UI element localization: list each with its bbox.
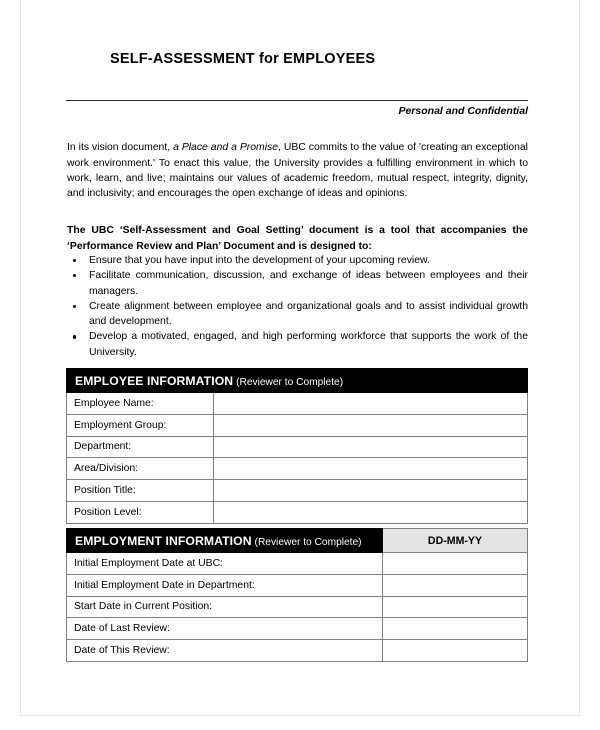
intro-text-part2: , UBC commits to the value of 'creating an exceptional work environment.' To enact this value, the University provides a fulfilling environment in which to work, learn, and live; maintains our values of academic freedom, mutual respect, integrity, dignity, and inclusivity; and encourages the open exchange of ideas and opinions.	[67, 142, 528, 199]
table-row	[67, 618, 528, 640]
confidentiality-note: Personal and Confidential	[398, 105, 528, 117]
initial-employment-date-ubc-label: Initial Employment Date at UBC:	[67, 553, 383, 575]
employee-name-label: Employee Name:	[67, 393, 214, 415]
table-row	[67, 458, 528, 480]
area-division-field[interactable]	[214, 458, 528, 480]
employee-name-field[interactable]	[214, 393, 528, 415]
list-item: Facilitate communication, discussion, and exchange of ideas between employees and their managers.	[67, 268, 528, 299]
table-row	[67, 553, 528, 575]
list-item: Develop a motivated, engaged, and high performing workforce that supports the work of the University.	[67, 329, 528, 360]
employment-information-header-title: EMPLOYMENT INFORMATION	[75, 533, 252, 548]
department-field[interactable]	[214, 436, 528, 458]
header-divider-rule	[66, 100, 528, 101]
purposes-list	[67, 253, 528, 360]
position-level-field[interactable]	[214, 501, 528, 523]
employment-information-header-note: (Reviewer to Complete)	[254, 536, 362, 548]
table-row	[67, 414, 528, 436]
vision-document-title: a Place and a Promise	[173, 142, 278, 154]
employee-information-header-note: (Reviewer to Complete)	[236, 376, 344, 388]
date-of-last-review-field[interactable]	[383, 618, 528, 640]
date-of-this-review-field[interactable]	[383, 640, 528, 662]
department-label: Department:	[67, 436, 214, 458]
table-row	[67, 501, 528, 523]
date-column-header: DD-MM-YY	[383, 529, 528, 553]
start-date-current-position-label: Start Date in Current Position:	[67, 596, 383, 618]
intro-paragraph	[67, 140, 528, 201]
list-item: Create alignment between employee and organizational goals and to assist individual growth and development.	[67, 299, 528, 330]
employee-information-header-title: EMPLOYEE INFORMATION	[75, 373, 234, 388]
table-row	[67, 436, 528, 458]
list-item: Ensure that you have input into the development of your upcoming review.	[67, 253, 528, 268]
lead-statement: The UBC ‘Self-Assessment and Goal Setting’ document is a tool that accompanies the ‘Performance Review and Plan’ Document and is designed to:	[67, 225, 528, 252]
employee-information-table	[66, 368, 528, 524]
area-division-label: Area/Division:	[67, 458, 214, 480]
employment-information-header	[67, 529, 383, 553]
table-row	[67, 640, 528, 662]
page-title: SELF-ASSESSMENT for EMPLOYEES	[110, 51, 376, 67]
position-level-label: Position Level:	[67, 501, 214, 523]
employment-group-label: Employment Group:	[67, 414, 214, 436]
position-title-label: Position Title:	[67, 480, 214, 502]
employment-information-table	[66, 528, 528, 662]
employee-information-header	[67, 369, 528, 393]
position-title-field[interactable]	[214, 480, 528, 502]
initial-employment-date-department-label: Initial Employment Date in Department:	[67, 574, 383, 596]
employment-group-field[interactable]	[214, 414, 528, 436]
table-row	[67, 596, 528, 618]
date-of-last-review-label: Date of Last Review:	[67, 618, 383, 640]
table-row	[67, 574, 528, 596]
date-of-this-review-label: Date of This Review:	[67, 640, 383, 662]
intro-text-part1: In its vision document,	[67, 142, 174, 154]
initial-employment-date-department-field[interactable]	[383, 574, 528, 596]
initial-employment-date-ubc-field[interactable]	[383, 553, 528, 575]
start-date-current-position-field[interactable]	[383, 596, 528, 618]
table-header-row	[67, 529, 528, 553]
table-row	[67, 480, 528, 502]
table-header-row	[67, 369, 528, 393]
table-row	[67, 393, 528, 415]
